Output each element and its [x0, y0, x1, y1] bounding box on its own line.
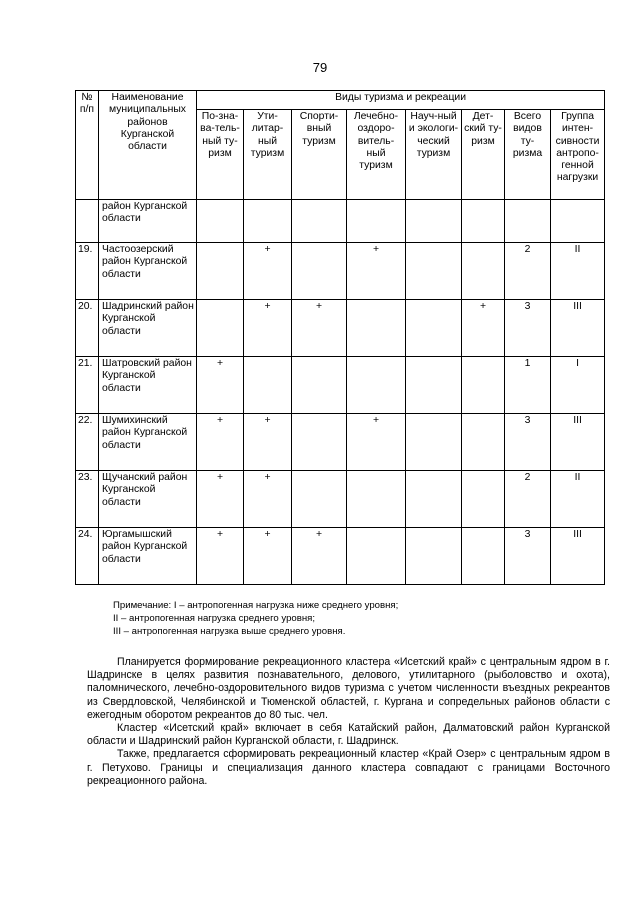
- row-cell: 3: [505, 528, 551, 585]
- row-cell: [462, 528, 505, 585]
- row-num: [76, 200, 99, 243]
- header-type: Группа интен-сивности антропо-генной нагрузки: [551, 110, 605, 200]
- note-line: II – антропогенная нагрузка среднего уровня;: [113, 613, 316, 624]
- row-num: 20.: [76, 300, 99, 357]
- row-cell: [244, 357, 292, 414]
- row-cell: [347, 200, 406, 243]
- row-cell: [462, 471, 505, 528]
- table-row: [76, 528, 605, 585]
- header-type: Лечебно-оздоро-витель-ный туризм: [347, 110, 406, 200]
- row-name: Шадринский район Курганской области: [99, 300, 197, 357]
- header-name: Наименование муниципальных районов Курганской области: [99, 91, 197, 200]
- row-cell: III: [551, 528, 605, 585]
- row-cell: [292, 357, 347, 414]
- row-cell: +: [244, 300, 292, 357]
- row-num: 24.: [76, 528, 99, 585]
- row-cell: [462, 243, 505, 300]
- row-cell: [197, 200, 244, 243]
- row-cell: +: [197, 528, 244, 585]
- row-cell: [406, 357, 462, 414]
- row-cell: [462, 414, 505, 471]
- row-cell: 1: [505, 357, 551, 414]
- row-cell: [406, 414, 462, 471]
- table-row: [76, 357, 605, 414]
- note-line: III – антропогенная нагрузка выше среднего уровня.: [113, 626, 346, 637]
- header-type: Дет-ский ту-ризм: [462, 110, 505, 200]
- row-cell: II: [551, 243, 605, 300]
- row-cell: [505, 200, 551, 243]
- row-cell: III: [551, 300, 605, 357]
- row-cell: +: [292, 300, 347, 357]
- row-cell: +: [292, 528, 347, 585]
- paragraph: Планируется формирование рекреационного кластера «Исетский край» с центральным ядром в г. Шадринске в целях развития познавательного, делового, утилитарного (рыболовство и охота), паломнического, лечебно-оздоровительного видов туризма с учетом численности въездных рекреантов из Свердловской, Челябинской и Тюменской областей, г. Кургана и сопредельных районов области с ежегодным оборотом рекреантов до 80 тыс. чел.: [87, 656, 610, 721]
- row-cell: [406, 200, 462, 243]
- tourism-table: [75, 90, 605, 585]
- row-name: Частоозерский район Курганской области: [99, 243, 197, 300]
- header-type: Всего видов ту-ризма: [505, 110, 551, 200]
- row-cell: [347, 528, 406, 585]
- row-cell: +: [197, 357, 244, 414]
- note-line: Примечание: I – антропогенная нагрузка ниже среднего уровня;: [113, 600, 399, 611]
- row-num: 23.: [76, 471, 99, 528]
- row-cell: [292, 243, 347, 300]
- row-cell: [462, 200, 505, 243]
- row-name: Шатровский район Курганской области: [99, 357, 197, 414]
- header-type: Науч-ный и экологи-ческий туризм: [406, 110, 462, 200]
- header-group: Виды туризма и рекреации: [197, 91, 605, 110]
- row-cell: [406, 471, 462, 528]
- header-num: № п/п: [76, 91, 99, 200]
- row-cell: [347, 471, 406, 528]
- table-row: [76, 471, 605, 528]
- row-cell: 3: [505, 300, 551, 357]
- row-cell: [244, 200, 292, 243]
- row-num: 22.: [76, 414, 99, 471]
- row-cell: 2: [505, 243, 551, 300]
- header-type: Ути-литар-ный туризм: [244, 110, 292, 200]
- row-cell: III: [551, 414, 605, 471]
- row-cell: [406, 243, 462, 300]
- row-name: район Курганской области: [99, 200, 197, 243]
- row-cell: 3: [505, 414, 551, 471]
- body-text: [87, 656, 610, 788]
- header-type: По-зна-ва-тель-ный ту-ризм: [197, 110, 244, 200]
- row-cell: [292, 471, 347, 528]
- row-cell: +: [244, 414, 292, 471]
- row-name: Юргамышский район Курганской области: [99, 528, 197, 585]
- row-cell: +: [244, 471, 292, 528]
- row-cell: [406, 300, 462, 357]
- row-cell: +: [197, 414, 244, 471]
- row-cell: I: [551, 357, 605, 414]
- table-row: [76, 200, 605, 243]
- table-row: [76, 414, 605, 471]
- row-cell: [347, 357, 406, 414]
- table-row: [76, 300, 605, 357]
- row-cell: 2: [505, 471, 551, 528]
- page-number: 79: [312, 60, 328, 75]
- table-note: [113, 599, 573, 638]
- row-cell: +: [197, 471, 244, 528]
- header-type: Спорти-вный туризм: [292, 110, 347, 200]
- row-cell: II: [551, 471, 605, 528]
- row-cell: [197, 300, 244, 357]
- row-cell: [462, 357, 505, 414]
- paragraph: Также, предлагается сформировать рекреационный кластер «Край Озер» с центральным ядром в г. Петухово. Границы и специализация данного кластера совпадают с границами Восточного рекреационного района.: [87, 748, 610, 787]
- paragraph: Кластер «Исетский край» включает в себя Катайский район, Далматовский район Курганской области и Шадринский район Курганской области, г. Шадринск.: [87, 722, 610, 748]
- row-cell: [197, 243, 244, 300]
- row-name: Щучанский район Курганской области: [99, 471, 197, 528]
- row-cell: +: [244, 528, 292, 585]
- row-cell: +: [244, 243, 292, 300]
- row-name: Шумихинский район Курганской области: [99, 414, 197, 471]
- row-cell: +: [347, 243, 406, 300]
- row-num: 19.: [76, 243, 99, 300]
- table-row: [76, 243, 605, 300]
- row-cell: +: [347, 414, 406, 471]
- row-cell: [292, 414, 347, 471]
- row-cell: [406, 528, 462, 585]
- row-cell: [292, 200, 347, 243]
- row-cell: [551, 200, 605, 243]
- row-num: 21.: [76, 357, 99, 414]
- row-cell: +: [462, 300, 505, 357]
- row-cell: [347, 300, 406, 357]
